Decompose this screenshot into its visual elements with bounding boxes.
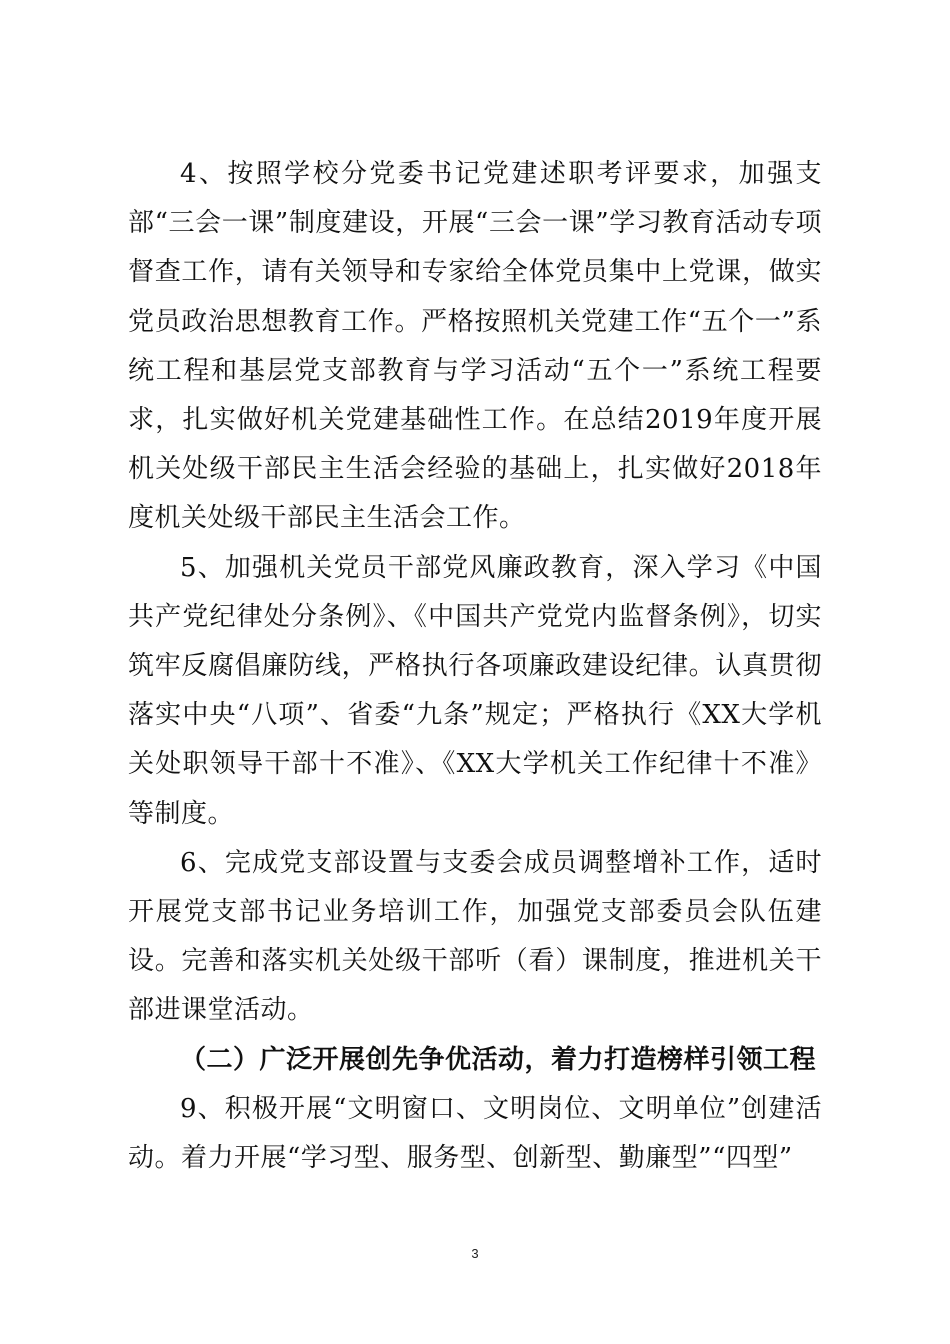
paragraph-item-4: 4、按照学校分党委书记党建述职考评要求，加强支部“三会一课”制度建设，开展“三会一课”学习教育活动专项督查工作，请有关领导和专家给全体党员集中上党课，做实党员政治思想教育工作。严格按照机关党建工作“五个一”系统工程和基层党支部教育与学习活动“五个一”系统工程要求，扎实做好机关党建基础性工作。在总结2019年度开展机关处级干部民主生活会经验的基础上，扎实做好2018年度机关处级干部民主生活会工作。 [128,159,822,534]
section-heading: （二）广泛开展创先争优活动，着力打造榜样引领工程 [180,1044,817,1075]
paragraph-item-6: 6、完成党支部设置与支委会成员调整增补工作，适时开展党支部书记业务培训工作，加强党支部委员会队伍建设。完善和落实机关处级干部听（看）课制度，推进机关干部进课堂活动。 [128,847,822,1026]
page-number: 3 [471,1246,479,1261]
paragraph-item-9: 9、积极开展“文明窗口、文明岗位、文明单位”创建活动。着力开展“学习型、服务型、创新型、勤廉型”“四型” [128,1093,822,1174]
paragraph-item-5: 5、加强机关党员干部党风廉政教育，深入学习《中国共产党纪律处分条例》、《中国共产党党内监督条例》，切实筑牢反腐倡廉防线，严格执行各项廉政建设纪律。认真贯彻落实中央“八项”、省委“九条”规定；严格执行《XX大学机关处职领导干部十不准》、《XX大学机关工作纪律十不准》等制度。 [128,552,822,829]
document-body [128,150,822,1183]
